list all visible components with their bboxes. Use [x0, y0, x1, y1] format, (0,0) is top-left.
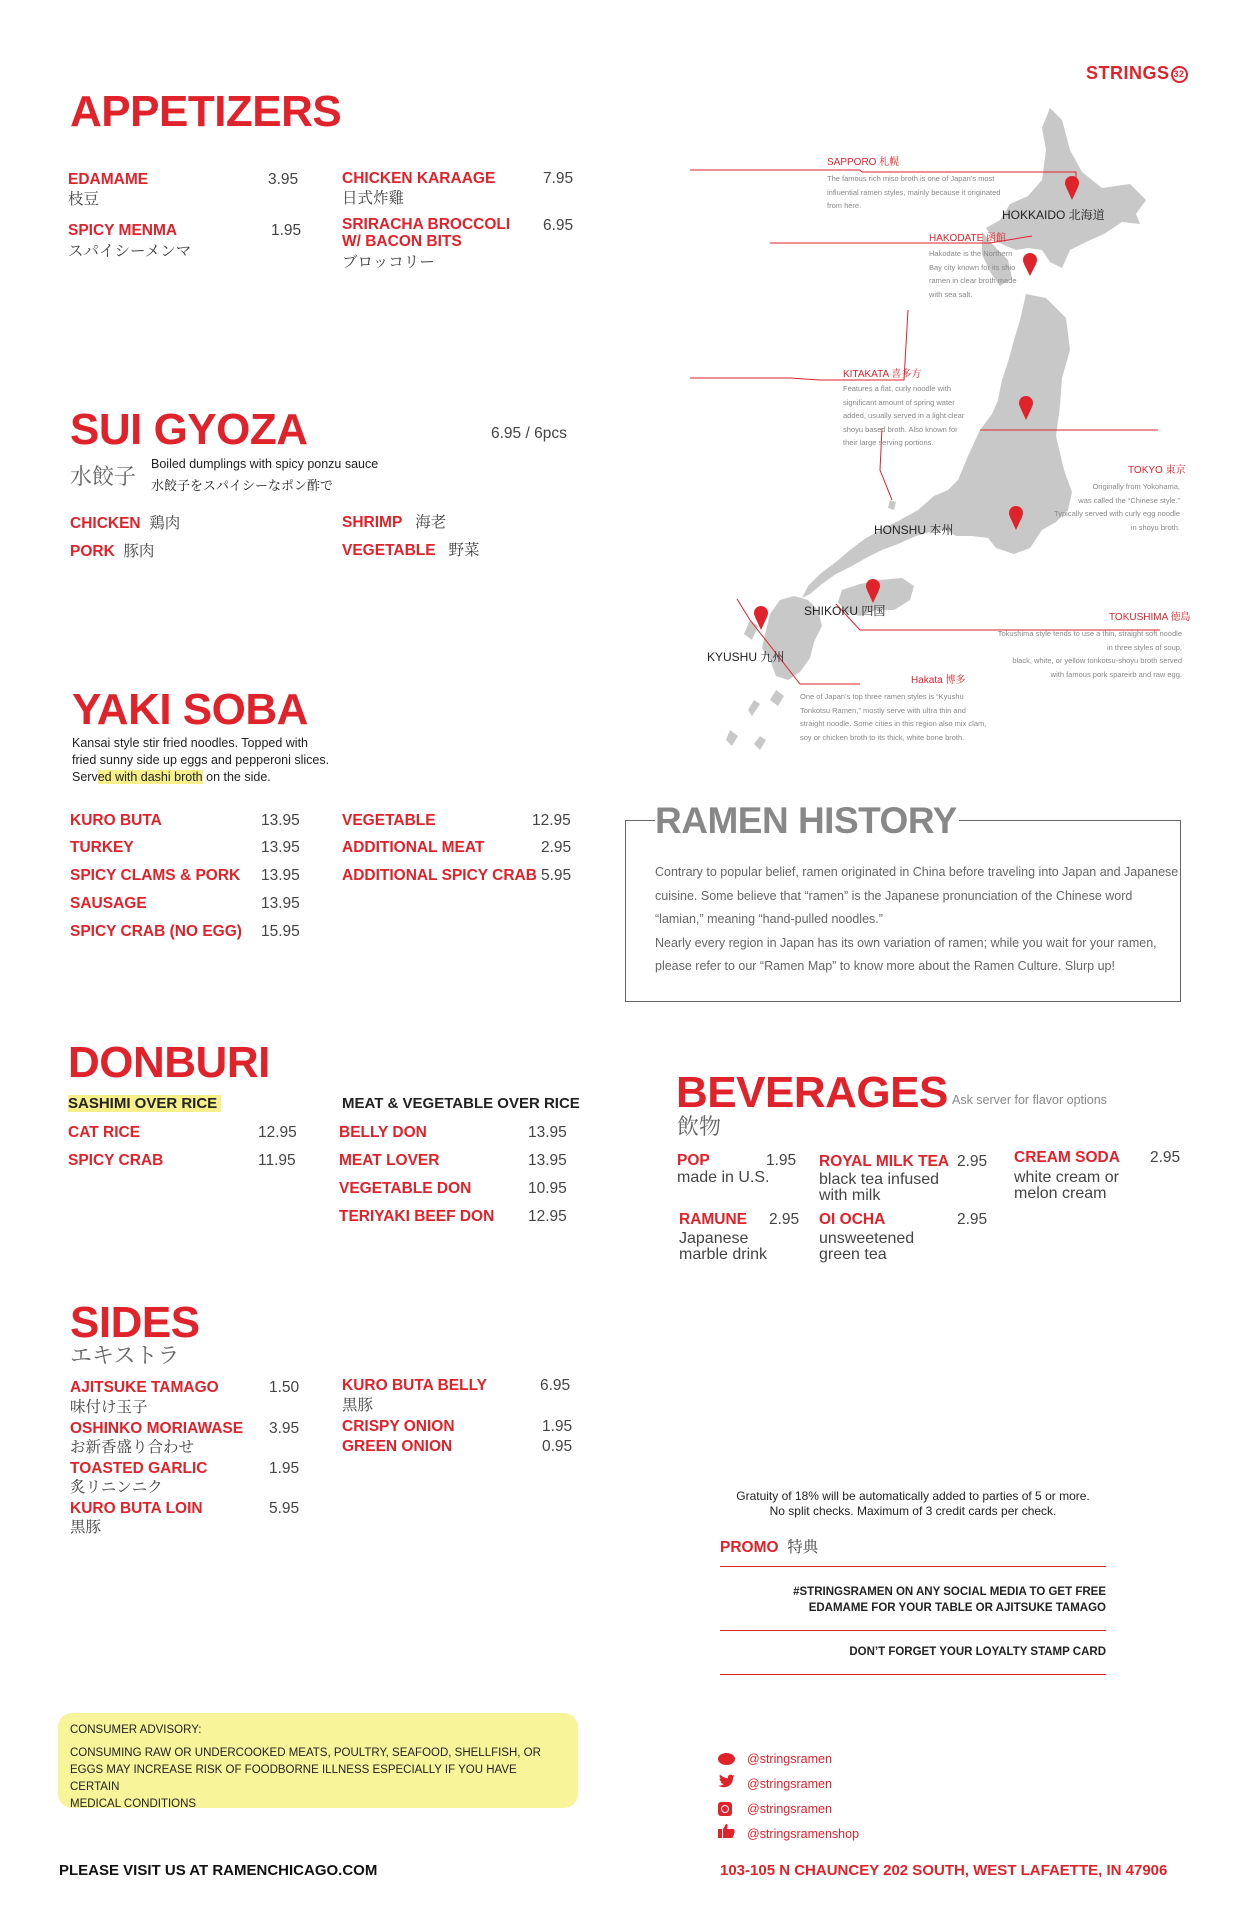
bev-desc: black tea infused with milk — [819, 1171, 940, 1204]
menu-item-name: ROYAL MILK TEA — [819, 1153, 950, 1170]
map-note-hakata: One of Japan’s top three ramen styles is “Kyushu Tonkotsu Ramen,” mostly serve with ultra thin and straight noodle. Some cities in this region also mix clam, soy or chicken broth to its thick, white bone broth. — [800, 692, 987, 742]
menu-item-jp: ブロッコリー — [342, 254, 435, 271]
menu-item-price: 12.95 — [258, 1124, 297, 1141]
beverages-note: Ask server for flavor options — [952, 1093, 1107, 1107]
promo-loyalty: DON’T FORGET YOUR LOYALTY STAMP CARD — [849, 1646, 1106, 1658]
menu-item-name: BELLY DON — [339, 1124, 427, 1141]
consumer-advisory: CONSUMER ADVISORY: CONSUMING RAW OR UNDERCOOKED MEATS, POULTRY, SEAFOOD, SHELLFISH, OR EGGS MAY INCREASE RISK OF FOODBORNE ILLNESS ESPECIALLY IF YOU HAVE CERTAIN MEDICAL CONDITIONS — [58, 1713, 578, 1808]
map-label-tokushima: TOKUSHIMA 徳島 — [1109, 612, 1191, 623]
menu-item-jp: スパイシーメンマ — [68, 243, 192, 260]
map-island-shikoku: SHIKOKU 四国 — [804, 604, 886, 618]
menu-item-name: TERIYAKI BEEF DON — [339, 1208, 495, 1225]
menu-item-jp: 枝豆 — [68, 191, 100, 208]
menu-item-price: 5.95 — [541, 867, 572, 884]
gyoza-option: CHICKEN 鶏肉 — [70, 515, 181, 532]
promo-divider — [720, 1630, 1106, 1631]
menu-item-price: 6.95 — [543, 217, 574, 234]
gyoza-title: SUI GYOZA — [70, 405, 308, 454]
history-text: Contrary to popular belief, ramen originated in China before traveling into Japan and Japanese cuisine. Some believe that “ramen” is the Japanese pronunciation of the Chinese word “lamian,” meaning “hand-pulled noodles.” Nearly every region in Japan has its own variation of ramen; while you wait for your ramen, please refer to our “Ramen Map” to know more about the Ramen Culture. Slurp up! — [655, 865, 1179, 973]
map-note-sapporo: The famous rich miso broth is one of Japan's most influential ramen styles, mainly because it originated from here. — [827, 174, 1001, 210]
menu-item-price: 12.95 — [528, 1208, 567, 1225]
footer-address: 103-105 N CHAUNCEY 202 SOUTH, WEST LAFAETTE, IN 47906 — [720, 1862, 1168, 1879]
appetizers-title: APPETIZERS — [70, 87, 342, 136]
map-island-kyushu: KYUSHU 九州 — [707, 650, 785, 664]
gyoza-option: PORK 豚肉 — [70, 543, 155, 560]
map-label-hakodate: HAKODATE 函館 — [929, 233, 1007, 244]
menu-item-price: 7.95 — [543, 170, 574, 187]
menu-item-name: CREAM SODA — [1014, 1149, 1120, 1166]
social-list — [718, 1746, 859, 1846]
menu-item-jp: 日式炸雞 — [342, 190, 405, 207]
menu-item-name: OI OCHA — [819, 1211, 886, 1228]
menu-item-name: POP — [677, 1152, 710, 1169]
twitter-icon — [718, 1774, 735, 1793]
history-title: RAMEN HISTORY — [655, 800, 957, 841]
bev-desc: white cream or melon cream — [1014, 1169, 1119, 1202]
weibo-icon — [718, 1753, 735, 1765]
gyoza-desc: Boiled dumplings with spicy ponzu sauce — [151, 457, 379, 471]
gyoza-option: VEGETABLE 野菜 — [342, 542, 480, 559]
footer-website[interactable]: PLEASE VISIT US AT RAMENCHICAGO.COM — [59, 1862, 378, 1879]
menu-item-jp: 黒豚 — [342, 1397, 374, 1414]
menu-item-price: 10.95 — [528, 1180, 567, 1197]
highlight: ed with dashi broth — [97, 770, 203, 784]
social-item[interactable]: @stringsramen — [718, 1746, 859, 1771]
gratuity-policy: Gratuity of 18% will be automatically added to parties of 5 or more. No split checks. Maximum of 3 credit cards per check. — [736, 1489, 1090, 1518]
menu-item-price: 13.95 — [528, 1152, 567, 1169]
thumbs-up-icon — [718, 1824, 735, 1843]
menu-item-price: 1.95 — [766, 1152, 797, 1169]
promo-hashtag: #STRINGSRAMEN ON ANY SOCIAL MEDIA TO GET FREE EDAMAME FOR YOUR TABLE OR AJITSUKE TAMAGO — [793, 1586, 1106, 1614]
menu-item-price: 2.95 — [957, 1211, 988, 1228]
menu-item-name: SAUSAGE — [70, 895, 147, 912]
promo-divider — [720, 1674, 1106, 1675]
promo-label: PROMO 特典 — [720, 1539, 819, 1556]
menu-item-name: CAT RICE — [68, 1124, 141, 1141]
menu-item-name: SPICY CLAMS & PORK — [70, 867, 241, 884]
promo-divider — [720, 1566, 1106, 1567]
menu-item-price: 2.95 — [1150, 1149, 1181, 1166]
map-label-sapporo: SAPPORO 札幌 — [827, 157, 900, 168]
menu-item-name: SPICY CRAB (NO EGG) — [70, 923, 242, 940]
map-island-honshu: HONSHU 本州 — [874, 523, 954, 537]
menu-item-price: 6.95 — [540, 1377, 571, 1394]
map-label-hakata: Hakata 博多 — [911, 675, 966, 686]
yakisoba-desc: Kansai style stir fried noodles. Topped with fried sunny side up eggs and pepperoni slices. Served with dashi broth on the side. — [72, 736, 330, 784]
menu-item-price: 2.95 — [541, 839, 572, 856]
menu-item-price: 1.95 — [542, 1418, 573, 1435]
menu-item-price: 13.95 — [261, 812, 300, 829]
menu-item-jp: 味付け玉子 — [70, 1399, 148, 1416]
menu-item-price: 12.95 — [532, 812, 571, 829]
social-item[interactable]: @stringsramenshop — [718, 1821, 859, 1846]
menu-item-name: SRIRACHA BROCCOLI — [342, 216, 511, 233]
map-label-kitakata: KITAKATA 喜多方 — [843, 369, 922, 380]
menu-item-jp: お新香盛り合わせ — [70, 1439, 195, 1456]
sides-jp: エキストラ — [70, 1343, 180, 1368]
menu-item-name: TOASTED GARLIC — [70, 1460, 208, 1477]
gyoza-jp: 水餃子 — [70, 464, 137, 489]
menu-item-name-line2: W/ BACON BITS — [342, 233, 462, 250]
menu-item-price: 2.95 — [769, 1211, 800, 1228]
menu-item-price: 1.95 — [271, 222, 302, 239]
menu-item-price: 2.95 — [957, 1153, 988, 1170]
menu-item-name: SPICY MENMA — [68, 222, 178, 239]
gyoza-option: SHRIMP 海老 — [342, 514, 447, 531]
menu-item-name: AJITSUKE TAMAGO — [70, 1379, 219, 1396]
menu-item-name: CHICKEN KARAAGE — [342, 170, 496, 187]
menu-item-price: 13.95 — [261, 867, 300, 884]
map-island-hokkaido: HOKKAIDO 北海道 — [1002, 208, 1105, 222]
menu-item-name: EDAMAME — [68, 171, 149, 188]
menu-item-jp: 炙リニンニク — [70, 1479, 163, 1496]
menu-item-name: RAMUNE — [679, 1211, 748, 1228]
menu-item-name: KURO BUTA LOIN — [70, 1500, 203, 1517]
gyoza-price: 6.95 / 6pcs — [491, 425, 567, 442]
social-item[interactable]: @stringsramen — [718, 1771, 859, 1796]
menu-item-price: 0.95 — [542, 1438, 573, 1455]
social-item[interactable]: @stringsramen — [718, 1796, 859, 1821]
menu-item-price: 11.95 — [258, 1152, 296, 1169]
menu-item-price: 15.95 — [261, 923, 300, 940]
menu-item-name: ADDITIONAL MEAT — [342, 839, 485, 856]
menu-item-name: MEAT LOVER — [339, 1152, 440, 1169]
menu-item-price: 13.95 — [261, 839, 300, 856]
menu-item-name: TURKEY — [70, 839, 134, 856]
map-note-tokyo: Originally from Yokohama, was called the “Chinese style.” Typically served with curly egg noodle in shoyu broth. — [1054, 482, 1180, 532]
menu-item-price: 1.50 — [269, 1379, 300, 1396]
beverages-title: BEVERAGES — [676, 1068, 948, 1117]
gyoza-desc-jp: 水餃子をスパイシーなポン酢で — [151, 478, 334, 493]
meat-heading: MEAT & VEGETABLE OVER RICE — [342, 1095, 580, 1112]
menu-item-name: KURO BUTA — [70, 812, 162, 829]
menu-item-name: VEGETABLE DON — [339, 1180, 472, 1197]
menu-item-name: VEGETABLE — [342, 812, 436, 829]
advisory-title: CONSUMER ADVISORY: — [70, 1724, 202, 1736]
menu-item-price: 13.95 — [528, 1124, 567, 1141]
menu-item-price: 13.95 — [261, 895, 300, 912]
menu-item-name: KURO BUTA BELLY — [342, 1377, 487, 1394]
map-note-tokushima: Tokushima style tends to use a thin, straight soft noodle in three styles of soup, black, white, or yellow tonkotsu-shoyu broth served with famous pork spareirb and raw egg. — [997, 629, 1182, 679]
menu-item-name: GREEN ONION — [342, 1438, 453, 1455]
menu-item-price: 5.95 — [269, 1500, 300, 1517]
map-note-hakodate: Hakodate is the Northern Bay city known for its shio ramen in clear broth made with sea salt. — [929, 249, 1017, 299]
menu-item-price: 1.95 — [269, 1460, 300, 1477]
menu-item-name: ADDITIONAL SPICY CRAB — [342, 867, 537, 884]
brand-logo — [1086, 63, 1188, 84]
menu-item-name: CRISPY ONION — [342, 1418, 455, 1435]
menu-item-price: 3.95 — [268, 171, 299, 188]
menu-item-price: 3.95 — [269, 1420, 300, 1437]
logo-mark: 32 — [1171, 66, 1188, 83]
menu-item-name: OSHINKO MORIAWASE — [70, 1420, 244, 1437]
map-label-tokyo: TOKYO 東京 — [1128, 465, 1186, 476]
bev-desc: made in U.S. — [677, 1169, 770, 1186]
sashimi-heading: SASHIMI OVER RICE — [68, 1095, 221, 1112]
logo-text: STRINGS — [1086, 63, 1170, 83]
instagram-icon — [718, 1802, 732, 1816]
bev-desc: unsweetened green tea — [819, 1230, 915, 1263]
map-note-kitakata: Features a flat, curly noodle with significant amount of spring water added, usually served in a light clear shoyu based broth. Also known for their large serving portions. — [843, 384, 965, 447]
donburi-title: DONBURI — [68, 1038, 270, 1087]
menu-item-name: SPICY CRAB — [68, 1152, 164, 1169]
bev-desc: Japanese marble drink — [679, 1230, 768, 1263]
beverages-jp: 飲物 — [677, 1114, 722, 1139]
sides-title: SIDES — [70, 1298, 200, 1347]
menu-item-jp: 黒豚 — [70, 1519, 102, 1536]
yakisoba-title: YAKI SOBA — [72, 685, 308, 734]
